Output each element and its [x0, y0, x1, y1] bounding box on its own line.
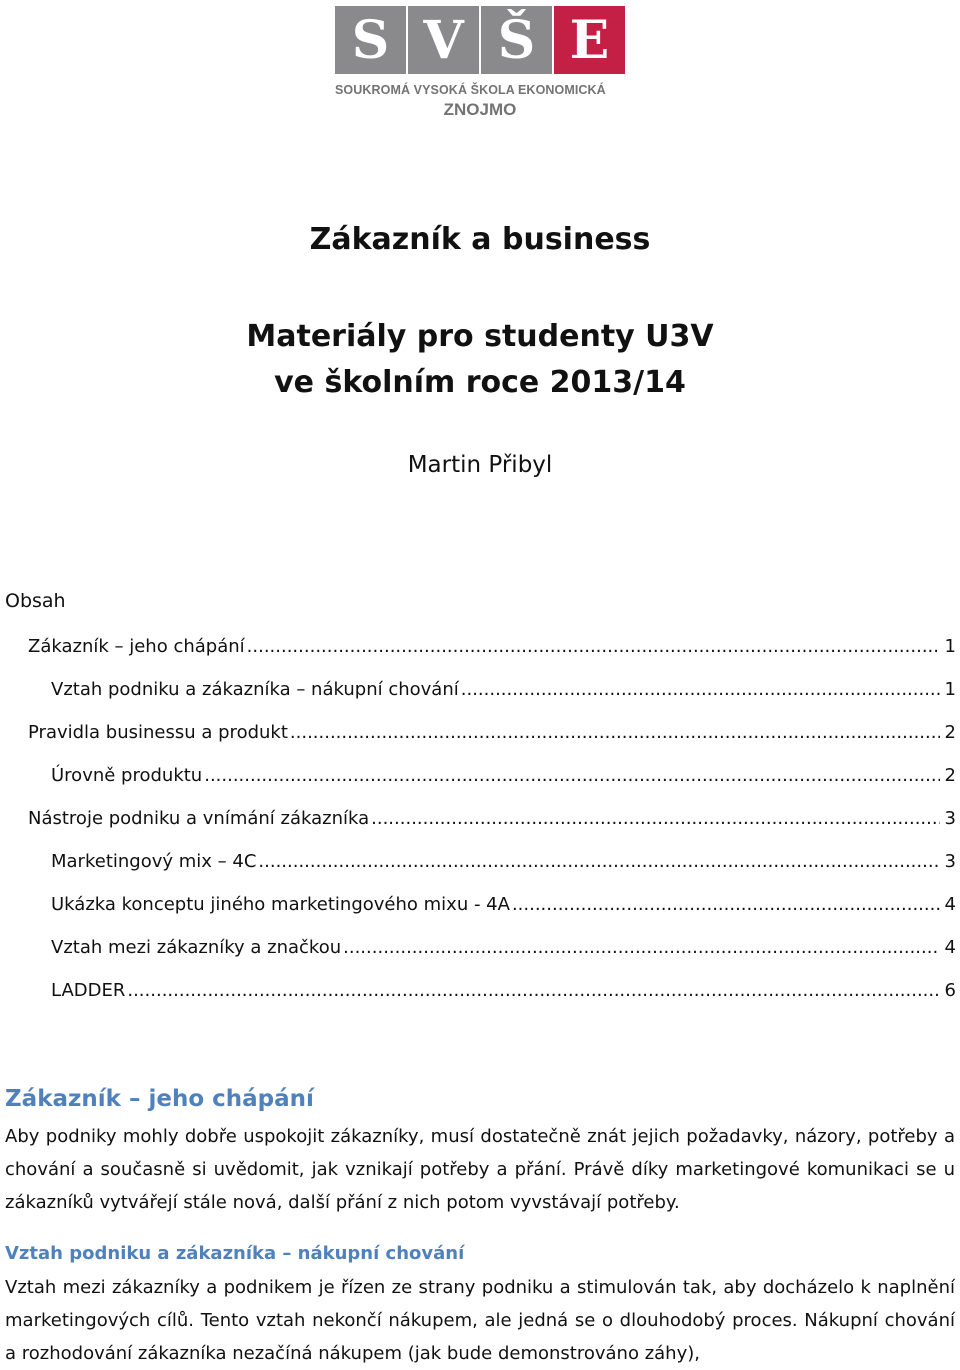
toc-leader-dots — [204, 765, 940, 786]
toc-leader-dots — [461, 679, 940, 700]
section-paragraph-customer: Aby podniky mohly dobře uspokojit zákazníky, musí dostatečně znát jejich požadavky, názory, potřeby a chování a současně si uvědomit, jak vznikají potřeby a přání. Právě díky marketingové komunikaci se u zákazníků vytvářejí stále nová, další přání z nich potom vyvstávají potřeby. — [5, 1126, 955, 1213]
toc-entry[interactable] — [0, 765, 960, 808]
toc-heading: Obsah — [5, 590, 66, 612]
section-heading-customer: Zákazník – jeho chápání — [5, 1086, 314, 1112]
document-title: Zákazník a business — [309, 222, 651, 257]
toc-entry-page: 6 — [944, 980, 956, 1001]
toc-entry-page: 1 — [944, 679, 956, 700]
logo-subtitle: SOUKROMÁ VYSOKÁ ŠKOLA EKONOMICKÁ — [335, 83, 606, 97]
toc-entry-page: 1 — [944, 636, 956, 657]
toc-entry[interactable] — [0, 851, 960, 894]
toc-leader-dots — [127, 980, 940, 1001]
toc-leader-dots — [290, 722, 940, 743]
toc-entry-label: LADDER — [51, 980, 126, 1001]
toc-entry[interactable] — [0, 894, 960, 937]
toc-entry[interactable] — [0, 980, 960, 1023]
toc-entry-label: Vztah podniku a zákazníka – nákupní chování — [51, 679, 459, 700]
subtitle-line-2: ve školním roce 2013/14 — [274, 365, 686, 400]
table-of-contents — [0, 636, 960, 1023]
toc-entry-page: 2 — [944, 765, 956, 786]
logo-letter-s-caron: Š — [481, 6, 552, 74]
subsection-paragraph-relationship: Vztah mezi zákazníky a podnikem je řízen ze strany podniku a stimulován tak, aby docházelo k naplnění marketingových cílů. Tento vztah nekončí nákupem, ale jedná se o dlouhodobý proces. Nákupní chování a rozhodování zákazníka nezačíná nákupem (jak bude demonstrováno záhy), — [5, 1277, 955, 1364]
toc-leader-dots — [247, 636, 940, 657]
toc-leader-dots — [371, 808, 940, 829]
toc-entry-page: 3 — [944, 851, 956, 872]
toc-entry-page: 4 — [944, 937, 956, 958]
logo-city: ZNOJMO — [443, 100, 517, 119]
toc-entry-label: Zákazník – jeho chápání — [28, 636, 245, 657]
toc-entry-page: 3 — [944, 808, 956, 829]
toc-entry-label: Marketingový mix – 4C — [51, 851, 257, 872]
toc-entry-label: Úrovně produktu — [51, 765, 203, 786]
toc-entry[interactable] — [0, 808, 960, 851]
toc-entry-label: Ukázka konceptu jiného marketingového mixu - 4A — [51, 894, 510, 915]
author-name: Martin Přibyl — [407, 452, 553, 478]
logo-letter-e: E — [554, 6, 625, 74]
document-subtitle — [0, 314, 960, 406]
toc-entry-label: Nástroje podniku a vnímání zákazníka — [28, 808, 370, 829]
logo-letters — [335, 6, 625, 74]
toc-entry-label: Vztah mezi zákazníky a značkou — [51, 937, 342, 958]
toc-entry-label: Pravidla businessu a produkt — [28, 722, 288, 743]
toc-leader-dots — [512, 894, 940, 915]
toc-entry[interactable] — [0, 937, 960, 980]
toc-entry-page: 2 — [944, 722, 956, 743]
subsection-heading-relationship: Vztah podniku a zákazníka – nákupní chování — [5, 1243, 465, 1264]
logo-letter-s: S — [335, 6, 406, 74]
toc-entry-page: 4 — [944, 894, 956, 915]
toc-leader-dots — [343, 937, 940, 958]
subtitle-line-1: Materiály pro studenty U3V — [246, 319, 714, 354]
logo-letter-v: V — [408, 6, 479, 74]
toc-entry[interactable] — [0, 722, 960, 765]
school-logo — [335, 6, 625, 126]
toc-entry[interactable] — [0, 679, 960, 722]
toc-leader-dots — [258, 851, 940, 872]
toc-entry[interactable] — [0, 636, 960, 679]
